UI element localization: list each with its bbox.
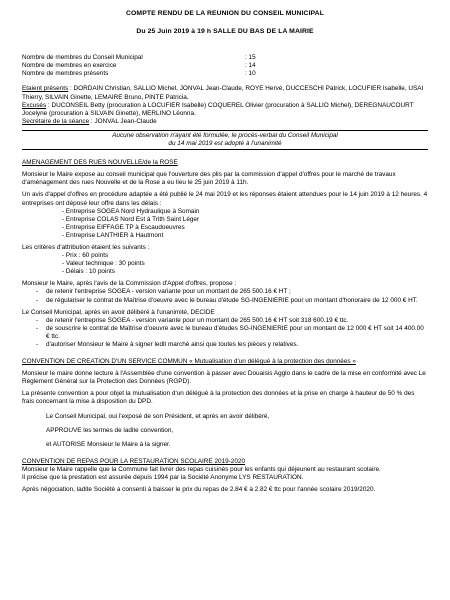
excused-text: : DUCONSEIL Betty (procuration à LOCUFIER Isabelle) COQUEREL Olivier (procuration à SALLIO Michel), DEREGNAUCOURT Jocelyne (procuration à SILVAIN Ginette), MERLINO Léonna.: [22, 101, 414, 117]
present-text: : DORDAIN Christian, SALLIO Michel, JONVAL Jean-Claude, ROYE Hervé, DUCCESCHI Patrick, LOCUFIER Isabelle, USAI Thierry, SILVAIN Ginette, LEMAIRE Bruno, PINTE Patricia.: [22, 85, 424, 101]
count-row-exercice: [22, 62, 428, 70]
list-item: - Prix : 60 points: [62, 252, 428, 260]
paragraph: Le Conseil Municipal, oui l'exposé de son Président, et après en avoir délibéré,: [46, 412, 270, 420]
paragraph: Après négociation, ladite Société a consenti à baisser le prix du repas de 2.84 € à 2.82 € ttc pour l'année scolaire 2019/2020.: [22, 486, 376, 494]
secretary-label: Secrétaire de la séance: [22, 117, 90, 125]
criteria-list: [22, 252, 428, 276]
observation-line: du 14 mai 2019 est adopté à l'unanimité: [168, 140, 282, 148]
paragraph: Les critères d'attribution étaient les suivants :: [22, 243, 150, 251]
count-value: : 14: [245, 62, 256, 70]
paragraph: Un avis d'appel d'offres en procédure adaptée a été publié le 24 mai 2019 et les réponses étaient attendues pour le 14 juin 2019 à 12 heures. 4 entreprises ont déposé leur offre dans les délais :: [22, 191, 428, 207]
proposal-list: [22, 288, 428, 304]
paragraph: Monsieur le Maire, après l'avis de la Commission d'Appel d'offres, propose :: [22, 280, 237, 288]
list-item: - Entreprise SOGEA Nord Hydraulique à Somain: [62, 208, 428, 216]
count-label: Nombre de membres présents: [22, 70, 109, 78]
list-item: - Entreprise EIFFAGE TP à Escaudoeuvres: [62, 224, 428, 232]
secretary: [22, 118, 428, 126]
paragraph: La présente convention a pour objet la mutualisation d'un délégué à la protection des données et la prise en charge à hauteur de 50 % des frais concernant la mise à disposition du DPD.: [22, 390, 415, 406]
list-item: - Entreprise LANTHIER à Hautmont: [62, 232, 428, 240]
paragraph: Le Conseil Municipal, après en avoir délibéré à l'unanimité, DECIDE: [22, 308, 215, 316]
excused-label: Excusés: [22, 101, 47, 109]
section-title-restauration: CONVENTION DE REPAS POUR LA RESTAURATION SCOLAIRE 2019-2020: [22, 457, 246, 465]
observation-line: Aucune observation n'ayant été formulée, le procès-verbal du Conseil Municipal: [112, 131, 338, 139]
count-row-present: [22, 70, 428, 78]
list-item: - Entreprise COLAS Nord Est à Trith Saint Léger: [62, 216, 428, 224]
count-label: Nombre de membres en exercice: [22, 62, 117, 70]
list-item: - de souscrire le contrat de Maîtrise d'oeuvre avec le bureau d'études SG-INGENIERIE pour un montant de 12 000 € HT soit 14 400.00 € ttc.: [36, 325, 428, 341]
present-members: [22, 85, 428, 101]
present-label: Etaient présents: [22, 85, 69, 93]
count-value: : 15: [245, 54, 256, 62]
paragraph: Monsieur le maire donne lecture à l'Assemblée d'une convention à passer avec Douaisis Agglo dans le cadre de la mise en conformité avec Le Règlement Général sur la Protection des Données (RGPD).: [22, 370, 426, 386]
attendance-block: [22, 85, 428, 125]
paragraph: et AUTORISE Monsieur le Maire à la signer.: [46, 440, 171, 448]
member-counts: [22, 54, 428, 78]
observation-box: [22, 130, 428, 150]
list-item: - d'autoriser Monsieur le Maire à signer ledit marché ainsi que toutes les pièces y relatives.: [36, 341, 428, 349]
section-title-dpd: CONVENTION DE CREATION D'UN SERVICE COMMUN « Mutualisation d'un délégué à la protection des données »: [22, 358, 356, 366]
count-row-total: [22, 54, 428, 62]
paragraph: Monsieur le Maire expose au conseil municipal que l'ouverture des plis par la commission d'appel d'offres pour le marché de travaux d'aménagement des rues Nouvelle et de la Rose a eu lieu le 25 juin 2019 à 11h.: [22, 171, 396, 187]
paragraph: Monsieur le Maire rappelle que la Commune fait livrer des repas cuisinés pour les enfants qui déjeunent au restaurant scolaire.: [22, 465, 381, 473]
list-item: - Délais : 10 points: [62, 268, 428, 276]
excused-members: [22, 102, 428, 118]
meeting-date: Du 25 Juin 2019 à 19 h SALLE DU BAS DE LA MAIRIE: [136, 28, 314, 36]
secretary-text: : JONVAL Jean-Claude: [89, 117, 157, 125]
paragraph: Il précise que la prestation est assurée depuis 1994 par la Société Anonyme LYS RESTAURATION.: [22, 474, 304, 482]
document-title: COMPTE RENDU DE LA REUNION DU CONSEIL MUNICIPAL: [126, 10, 324, 17]
decision-list: [22, 317, 428, 349]
paragraph: APPROUVE les termes de ladite convention,: [46, 426, 174, 434]
list-item: - Valeur technique : 30 points: [62, 260, 428, 268]
list-item: - de retenir l'entreprise SOGEA - version variante pour un montant de 265 500.16 € HT soit 318 600.19 € ttc.: [36, 317, 428, 325]
section-title-amenagement: AMENAGEMENT DES RUES NOUVELLE/de la ROSE: [22, 159, 178, 167]
list-item: - de retenir l'entreprise SOGEA - version variante pour un montant de 265 500.16 € HT ;: [36, 288, 428, 296]
company-list: [22, 208, 428, 240]
count-value: : 10: [245, 70, 256, 78]
list-item: - de régulariser le contrat de Maîtrise d'oeuvre avec le bureau d'étude SG-INGENIERIE pour un montant d'honoraire de 12 000 € HT.: [36, 297, 428, 305]
count-label: Nombre de membres du Conseil Municipal: [22, 54, 143, 62]
